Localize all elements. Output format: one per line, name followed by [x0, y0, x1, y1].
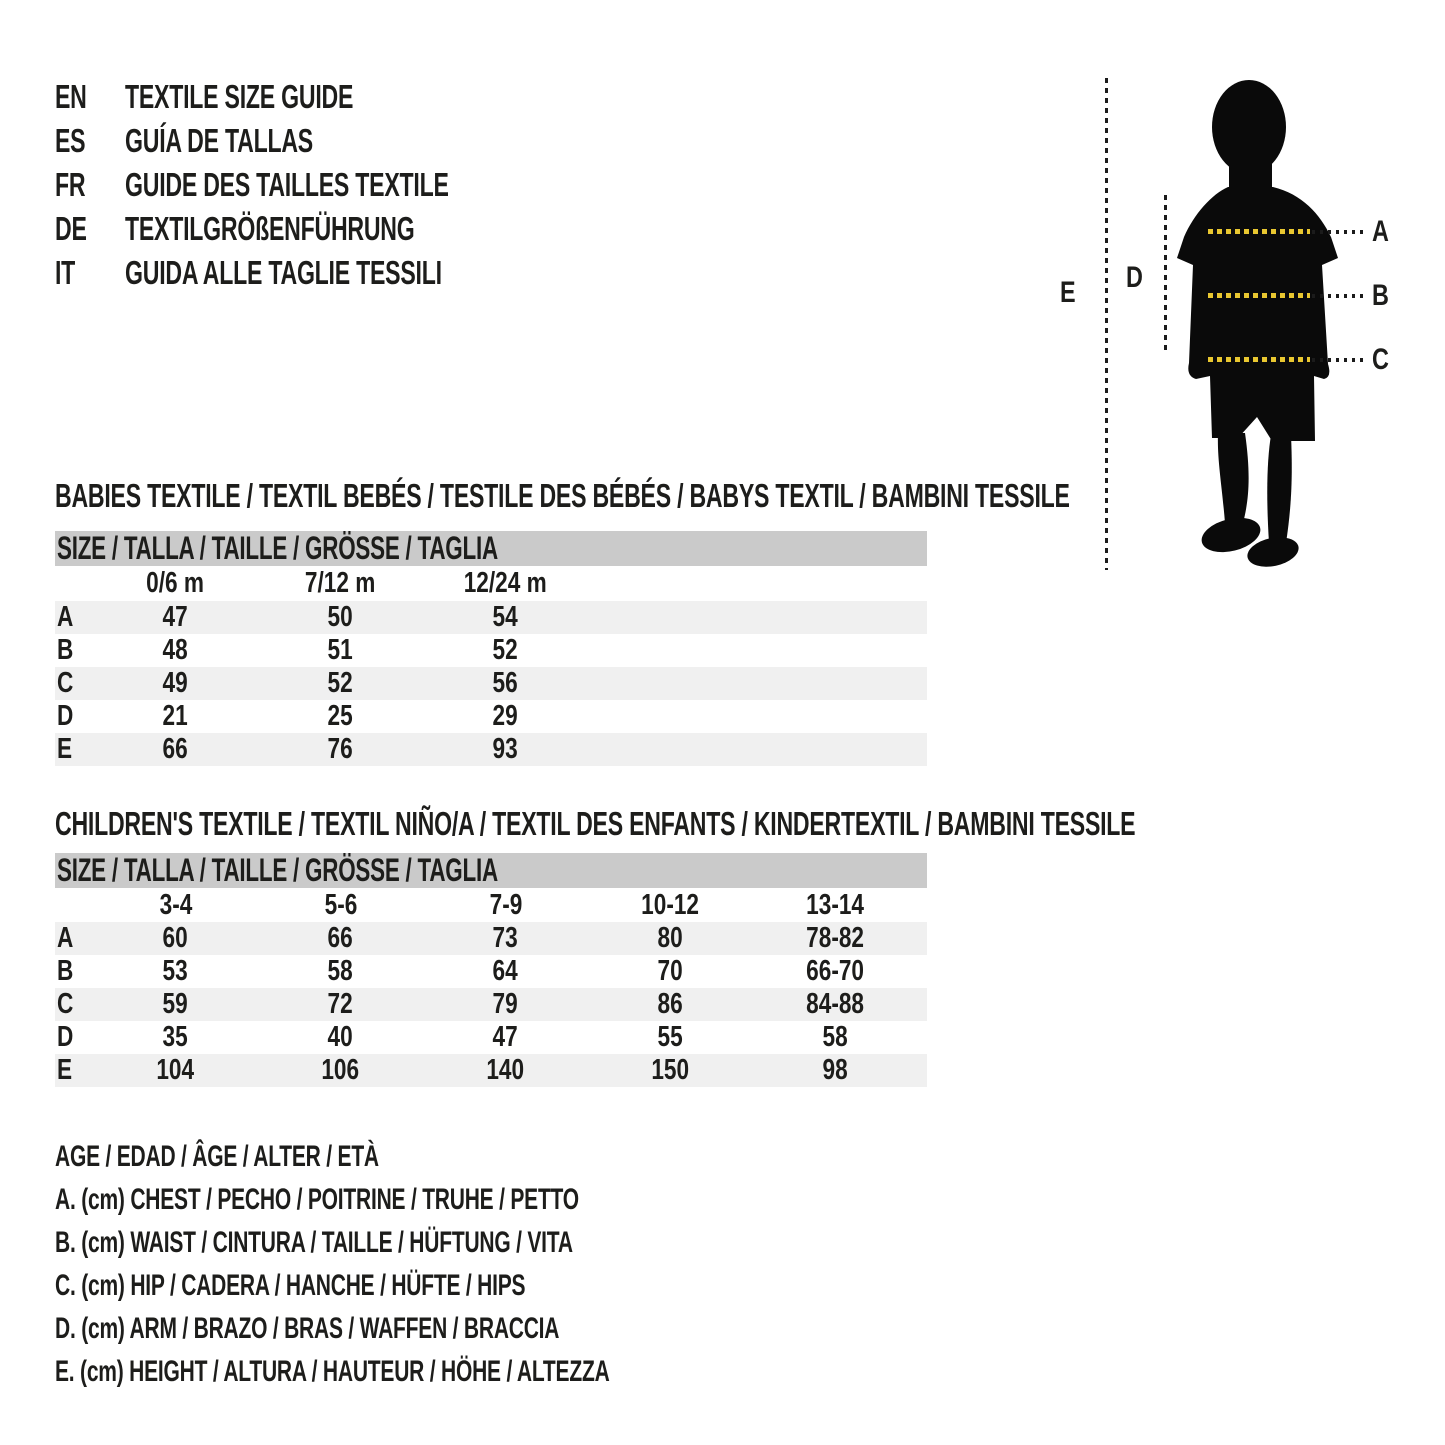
row-label: C: [57, 667, 74, 699]
table-cell: 58: [822, 1021, 849, 1053]
table-cell: 84-88: [806, 988, 865, 1020]
language-code-en: EN: [55, 78, 87, 115]
table-row: [55, 988, 927, 1021]
figure-label-b: B: [1372, 279, 1389, 312]
children-size-header-bar: [55, 853, 927, 888]
table-row: [55, 634, 927, 667]
table-cell: 66: [162, 733, 189, 765]
language-row-en: [55, 75, 587, 119]
table-cell: 53: [162, 955, 189, 987]
table-cell: 64: [492, 955, 519, 987]
table-cell: 93: [492, 733, 519, 765]
table-cell: 40: [327, 1021, 354, 1053]
table-cell: 47: [492, 1021, 519, 1053]
children-section-title: CHILDREN'S TEXTILE / TEXTIL NIÑO/A / TEXTIL DES ENFANTS / KINDERTEXTIL / BAMBINI TESSILE: [55, 805, 1136, 842]
table-cell: 98: [822, 1054, 849, 1086]
table-cell: 150: [651, 1054, 690, 1086]
table-cell: 56: [492, 667, 519, 699]
figure-label-e: E: [1060, 276, 1076, 309]
hip-leader-dots-c: [1312, 358, 1366, 362]
table-cell: 58: [327, 955, 354, 987]
row-label: E: [57, 733, 73, 765]
waist-leader-dots-b: [1312, 294, 1366, 298]
babies-column-header-row: [55, 566, 927, 601]
legend-arm: D. (cm) ARM / BRAZO / BRAS / WAFFEN / BRACCIA: [55, 1312, 560, 1345]
guide-title-es: GUÍA DE TALLAS: [125, 122, 313, 159]
table-row: [55, 733, 927, 766]
language-row-de: [55, 207, 587, 251]
table-cell: 21: [162, 700, 189, 732]
table-row: [55, 601, 927, 634]
figure-label-a: A: [1372, 215, 1389, 248]
table-cell: 70: [657, 955, 684, 987]
legend-chest: A. (cm) CHEST / PECHO / POITRINE / TRUHE / PETTO: [55, 1183, 579, 1216]
babies-column-header: 12/24 m: [463, 567, 547, 599]
legend-height: E. (cm) HEIGHT / ALTURA / HAUTEUR / HÖHE / ALTEZZA: [55, 1355, 610, 1388]
measurement-legend: [55, 1135, 847, 1393]
table-cell: 55: [657, 1021, 684, 1053]
table-cell: 54: [492, 601, 519, 633]
table-cell: 47: [162, 601, 189, 633]
table-cell: 66-70: [806, 955, 865, 987]
row-label: E: [57, 1054, 73, 1086]
table-row: [55, 1054, 927, 1087]
table-row: [55, 1021, 927, 1054]
babies-section-title: BABIES TEXTILE / TEXTIL BEBÉS / TESTILE DES BÉBÉS / BABYS TEXTIL / BAMBINI TESSILE: [55, 477, 1070, 514]
silhouette-neck: [1229, 150, 1272, 192]
guide-title-de: TEXTILGRÖßENFÜHRUNG: [125, 210, 415, 247]
table-row: [55, 667, 927, 700]
table-row: [55, 922, 927, 955]
hip-measure-dash-c: [1208, 357, 1310, 362]
guide-title-en: TEXTILE SIZE GUIDE: [125, 78, 354, 115]
legend-waist: B. (cm) WAIST / CINTURA / TAILLE / HÜFTUNG / VITA: [55, 1226, 573, 1259]
legend-age: AGE / EDAD / ÂGE / ALTER / ETÀ: [55, 1140, 379, 1173]
guide-title-it: GUIDA ALLE TAGLIE TESSILI: [125, 254, 442, 291]
table-cell: 48: [162, 634, 189, 666]
figure-label-c: C: [1372, 343, 1389, 376]
chest-measure-dash-a: [1208, 229, 1310, 234]
table-cell: 66: [327, 922, 354, 954]
silhouette-torso-shorts: [1177, 187, 1338, 441]
table-cell: 52: [492, 634, 519, 666]
row-label: A: [57, 922, 74, 954]
waist-measure-dash-b: [1208, 293, 1310, 298]
table-cell: 140: [486, 1054, 525, 1086]
language-code-it: IT: [55, 254, 76, 291]
table-cell: 60: [162, 922, 189, 954]
table-cell: 86: [657, 988, 684, 1020]
children-column-header-row: [55, 888, 927, 922]
table-cell: 76: [327, 733, 354, 765]
table-cell: 25: [327, 700, 354, 732]
table-cell: 80: [657, 922, 684, 954]
language-code-fr: FR: [55, 166, 86, 203]
babies-column-header: 7/12 m: [305, 567, 376, 599]
babies-column-header: 0/6 m: [146, 567, 205, 599]
row-label: B: [57, 955, 74, 987]
table-cell: 50: [327, 601, 354, 633]
figure-label-d: D: [1126, 261, 1143, 294]
language-row-fr: [55, 163, 587, 207]
row-label: A: [57, 601, 74, 633]
language-code-es: ES: [55, 122, 86, 159]
children-column-header: 5-6: [324, 888, 357, 921]
table-cell: 51: [327, 634, 354, 666]
row-label: B: [57, 634, 74, 666]
language-row-es: [55, 119, 587, 163]
language-code-de: DE: [55, 210, 87, 247]
table-cell: 72: [327, 988, 354, 1020]
language-title-list: [55, 75, 587, 295]
table-cell: 29: [492, 700, 519, 732]
children-column-header: 10-12: [641, 888, 700, 921]
row-label: D: [57, 700, 74, 732]
children-column-header: 7-9: [489, 888, 522, 921]
table-cell: 35: [162, 1021, 189, 1053]
table-cell: 49: [162, 667, 189, 699]
table-cell: 52: [327, 667, 354, 699]
row-label: C: [57, 988, 74, 1020]
table-cell: 78-82: [806, 922, 865, 954]
table-cell: 59: [162, 988, 189, 1020]
babies-size-header-bar: [55, 531, 927, 566]
language-row-it: [55, 251, 587, 295]
table-cell: 104: [156, 1054, 195, 1086]
babies-size-header-label: SIZE / TALLA / TAILLE / GRÖSSE / TAGLIA: [57, 530, 498, 566]
table-cell: 106: [321, 1054, 360, 1086]
children-size-header-label: SIZE / TALLA / TAILLE / GRÖSSE / TAGLIA: [57, 852, 498, 888]
table-cell: 79: [492, 988, 519, 1020]
children-column-header: 3-4: [159, 888, 192, 921]
chest-leader-dots-a: [1312, 230, 1366, 234]
children-column-header: 13-14: [806, 888, 865, 921]
legend-hip: C. (cm) HIP / CADERA / HANCHE / HÜFTE / HIPS: [55, 1269, 526, 1302]
table-row: [55, 955, 927, 988]
table-cell: 73: [492, 922, 519, 954]
table-row: [55, 700, 927, 733]
guide-title-fr: GUIDE DES TAILLES TEXTILE: [125, 166, 449, 203]
row-label: D: [57, 1021, 74, 1053]
